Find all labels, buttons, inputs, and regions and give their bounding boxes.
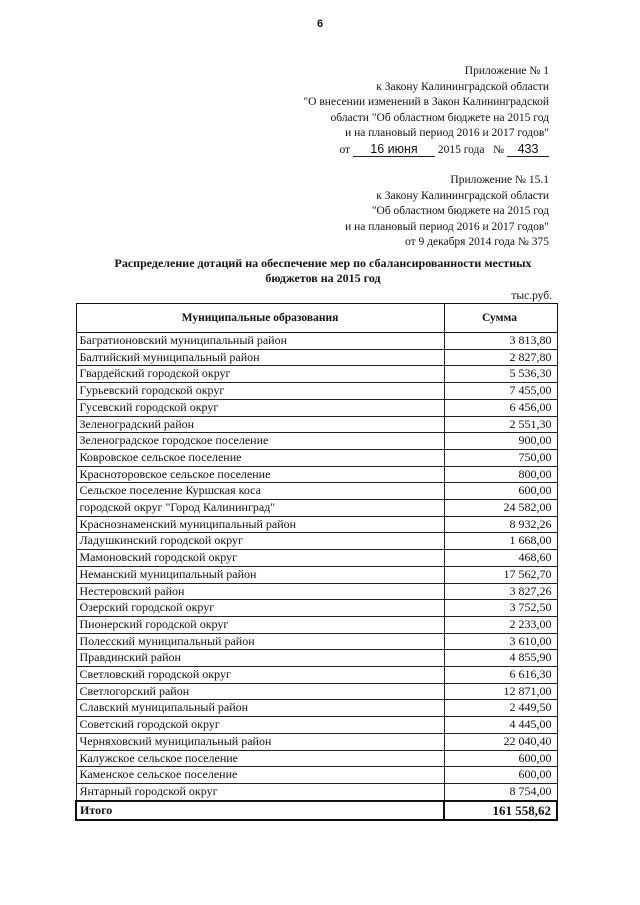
amount-cell: 3 752,50 (444, 600, 557, 617)
municipality-cell: Ковровское сельское поселение (76, 449, 444, 466)
municipality-cell: Балтийский муниципальный район (76, 349, 444, 366)
amount-cell: 8 754,00 (444, 783, 557, 800)
municipality-cell: Каменское сельское поселение (76, 767, 444, 784)
table-row (76, 583, 557, 600)
municipality-cell: Светлогорский район (76, 683, 444, 700)
municipality-cell: Черняховский муниципальный район (76, 733, 444, 750)
table-row (76, 349, 557, 366)
municipality-cell: Зеленоградское городское поселение (76, 433, 444, 450)
municipality-cell: Краснознаменский муниципальный район (76, 516, 444, 533)
appendix-1-date-line (303, 143, 549, 159)
municipality-cell: Зеленоградский район (76, 416, 444, 433)
appendix-2-line: "Об областном бюджете на 2015 год (371, 205, 549, 217)
table-row (76, 616, 557, 633)
amount-cell: 7 455,00 (444, 383, 557, 400)
appendix-2-line: и на плановый период 2016 и 2017 годов" (345, 220, 549, 233)
appendix-2-line: Приложение № 15.1 (450, 174, 549, 186)
municipality-cell: Янтарный городской округ (76, 783, 444, 800)
appendix-1-line: области "Об областном бюджете на 2015 год (330, 111, 549, 124)
amount-cell: 6 456,00 (444, 399, 557, 416)
appendix-1-line: и на плановый период 2016 и 2017 годов" (345, 127, 549, 139)
amount-cell: 600,00 (444, 767, 557, 784)
municipality-cell: Полесский муниципальный район (76, 633, 444, 650)
table-row (76, 466, 557, 483)
table-row (76, 500, 557, 517)
table-row (76, 767, 557, 784)
amount-cell: 22 040,40 (444, 733, 557, 750)
amount-cell: 5 536,30 (444, 366, 557, 383)
amount-cell: 4 445,00 (444, 717, 557, 734)
table-row (76, 399, 557, 416)
subsidy-table (75, 303, 558, 821)
table-row (76, 783, 557, 800)
table-row (76, 633, 557, 650)
table-row (76, 733, 557, 750)
appendix-1-line: к Закону Калининградской области (376, 80, 549, 93)
table-row (76, 700, 557, 717)
appendix-2-line: от 9 декабря 2014 года № 375 (404, 236, 549, 248)
amount-cell: 900,00 (444, 433, 557, 450)
municipality-cell: Советский городской округ (76, 717, 444, 734)
table-row (76, 750, 557, 767)
municipality-cell: Ладушкинский городской округ (76, 533, 444, 550)
municipality-cell: Светловский городской округ (76, 667, 444, 684)
table-row (76, 416, 557, 433)
appendix-1-line: Приложение № 1 (464, 65, 549, 77)
municipality-cell: Багратионовский муниципальный район (76, 333, 444, 350)
appendix-2-line: к Закону Калининградской области (376, 189, 549, 202)
column-header-municipality: Муниципальные образования (76, 304, 444, 333)
table-row (76, 333, 557, 350)
municipality-cell: Красноторовское сельское поселение (76, 466, 444, 483)
table-row (76, 650, 557, 667)
table-row (76, 550, 557, 567)
municipality-cell: Озерский городской округ (76, 600, 444, 617)
amount-cell: 750,00 (444, 449, 557, 466)
column-header-amount: Сумма (444, 304, 557, 333)
appendix-1-header (303, 64, 549, 158)
table-row (76, 433, 557, 450)
page-number: 6 (316, 18, 324, 30)
table-header-row (76, 304, 557, 333)
amount-cell: 12 871,00 (444, 683, 557, 700)
table-row (76, 516, 557, 533)
amount-cell: 2 449,50 (444, 700, 557, 717)
municipality-cell: Славский муниципальный район (76, 700, 444, 717)
municipality-cell: Пионерский городской округ (76, 616, 444, 633)
table-row (76, 600, 557, 617)
total-value: 161 558,62 (444, 801, 557, 820)
document-title (92, 256, 554, 286)
municipality-cell: Правдинский район (76, 650, 444, 667)
total-label: Итого (76, 801, 444, 820)
amount-cell: 2 233,00 (444, 616, 557, 633)
amount-cell: 1 668,00 (444, 533, 557, 550)
appendix-2-header (345, 173, 549, 251)
handwritten-date: 16 июня (353, 143, 435, 157)
amount-cell: 800,00 (444, 466, 557, 483)
table-row (76, 483, 557, 500)
municipality-cell: Мамоновский городской округ (76, 550, 444, 567)
municipality-cell: Гвардейский городской округ (76, 366, 444, 383)
municipality-cell: Нестеровский район (76, 583, 444, 600)
amount-cell: 600,00 (444, 483, 557, 500)
title-line: бюджетов на 2015 год (265, 271, 381, 285)
municipality-cell: Гусевский городской округ (76, 399, 444, 416)
year-text: 2015 года (437, 143, 485, 156)
total-row (76, 801, 557, 820)
handwritten-number: 433 (507, 143, 549, 157)
amount-cell: 6 616,30 (444, 667, 557, 684)
municipality-cell: городской округ "Город Калининград" (76, 500, 444, 517)
table-row (76, 366, 557, 383)
table-row (76, 383, 557, 400)
municipality-cell: Неманский муниципальный район (76, 566, 444, 583)
table-row (76, 566, 557, 583)
amount-cell: 3 610,00 (444, 633, 557, 650)
amount-cell: 2 827,80 (444, 349, 557, 366)
amount-cell: 3 813,80 (444, 333, 557, 350)
number-sign: № (493, 143, 505, 156)
amount-cell: 3 827,26 (444, 583, 557, 600)
appendix-1-line: "О внесении изменений в Закон Калининградской (303, 96, 549, 108)
table-row (76, 533, 557, 550)
municipality-cell: Калужское сельское поселение (76, 750, 444, 767)
amount-cell: 2 551,30 (444, 416, 557, 433)
amount-cell: 600,00 (444, 750, 557, 767)
unit-label: тыс.руб. (511, 290, 552, 302)
amount-cell: 4 855,90 (444, 650, 557, 667)
title-line: Распределение дотаций на обеспечение мер по сбалансированности местных (114, 256, 532, 270)
table-row (76, 683, 557, 700)
municipality-cell: Гурьевский городской округ (76, 383, 444, 400)
table-row (76, 449, 557, 466)
table-row (76, 667, 557, 684)
amount-cell: 17 562,70 (444, 566, 557, 583)
municipality-cell: Сельское поселение Куршская коса (76, 483, 444, 500)
amount-cell: 8 932,26 (444, 516, 557, 533)
date-prefix: от (339, 143, 351, 156)
amount-cell: 24 582,00 (444, 500, 557, 517)
amount-cell: 468,60 (444, 550, 557, 567)
table-row (76, 717, 557, 734)
